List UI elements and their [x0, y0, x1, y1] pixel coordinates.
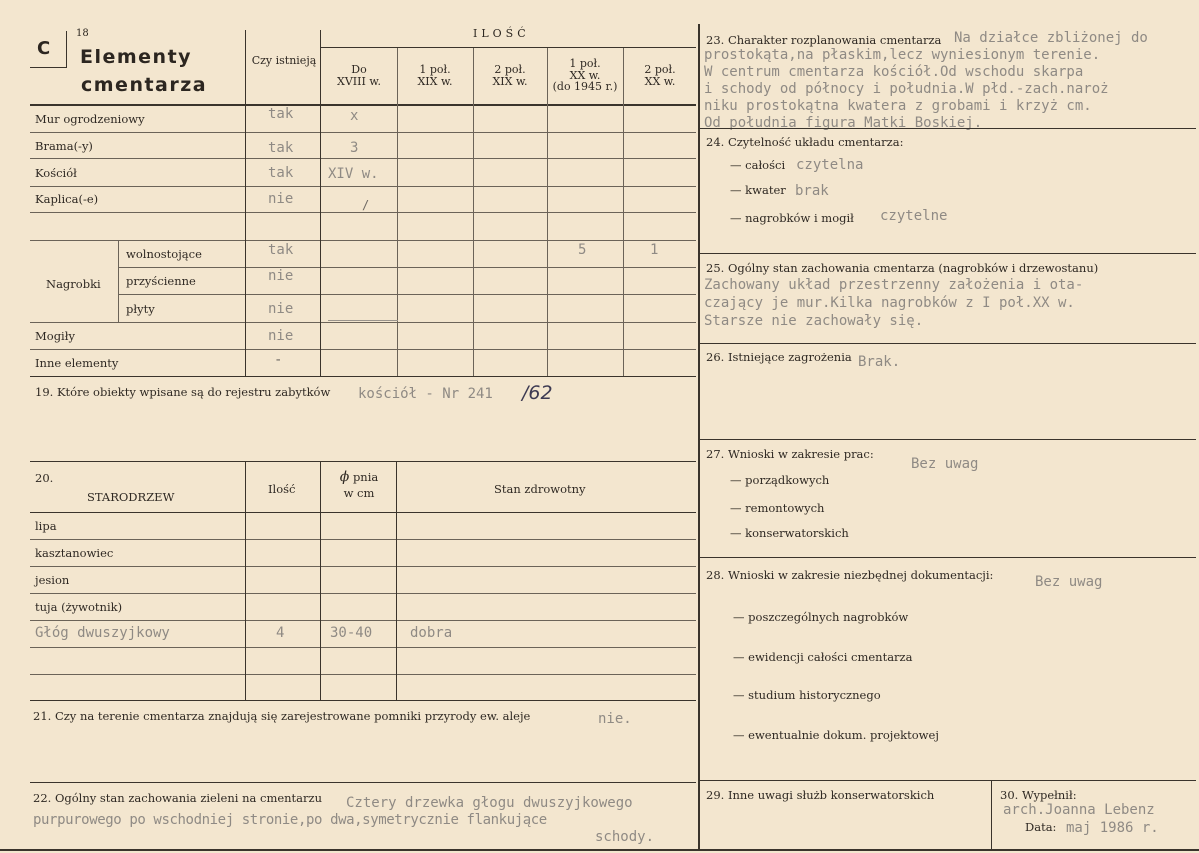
mogily-exists: nie: [268, 328, 294, 344]
row-mogily-label: Mogiły: [35, 329, 75, 343]
q30-date-value: maj 1986 r.: [1066, 820, 1159, 836]
q22-line2: purpurowego po wschodniej stronie,po dwa,symetrycznie flankujące: [33, 812, 547, 828]
arrow-mark: [328, 320, 398, 321]
kosciol-exists: tak: [268, 165, 294, 181]
q19-handwritten: /62: [522, 382, 553, 404]
q20-title: STARODRZEW: [87, 490, 175, 504]
brama-do-xviii: 3: [350, 140, 359, 156]
row-inne-label: Inne elementy: [35, 356, 119, 370]
q22-line3: schody.: [595, 829, 655, 845]
q24-c-label: — nagrobków i mogił: [730, 211, 854, 225]
inne-exists: -: [274, 352, 283, 368]
qty-header: ILOŚĆ: [473, 27, 530, 40]
q23-line1: Na działce zbliżonej do: [954, 30, 1148, 46]
period-header-1: Do XVIII w.: [337, 63, 381, 88]
q24-b-label: — kwater: [730, 183, 786, 197]
q24-label: 24. Czytelność układu cmentarza:: [706, 135, 904, 149]
tree-extra-qty: 4: [276, 625, 285, 641]
q28-item-2: — ewidencji całości cmentarza: [733, 650, 913, 664]
tree-extra-health: dobra: [410, 625, 453, 641]
section-letter: C: [37, 38, 52, 59]
q23-line2: prostokąta,na płaskim,lecz wyniesionym terenie.: [704, 47, 1101, 63]
q29-label: 29. Inne uwagi służb konserwatorskich: [706, 788, 935, 802]
q22-label: 22. Ogólny stan zachowania zieleni na cmentarzu: [33, 791, 322, 805]
row-kosciol-label: Kościół: [35, 166, 77, 180]
row-plyty-label: płyty: [126, 302, 155, 316]
period-header-4: 1 poł. XX w. (do 1945 r.): [552, 57, 618, 93]
q30-date-label: Data:: [1025, 820, 1057, 834]
q24-a-value: czytelna: [796, 157, 864, 173]
tree-extra-name: Głóg dwuszyjkowy: [35, 625, 170, 641]
q24-c-value: czytelne: [880, 208, 948, 224]
row-wolno-label: wolnostojące: [126, 247, 202, 261]
q28-value: Bez uwag: [1035, 574, 1103, 590]
q20-col-health: Stan zdrowotny: [494, 482, 586, 496]
tree-tuja: tuja (żywotnik): [35, 600, 123, 614]
q25-line3: Starsze nie zachowały się.: [704, 313, 924, 329]
q23-line6: Od południa figura Matki Boskiej.: [704, 115, 983, 131]
q27-item-1: — porządkowych: [730, 473, 830, 487]
kaplica-exists: nie: [268, 191, 294, 207]
q30-value: arch.Joanna Lebenz: [1003, 802, 1155, 818]
kosciol-do-xviii: XIV w.: [328, 166, 379, 182]
q26-label: 26. Istniejące zagrożenia: [706, 350, 852, 364]
q25-label: 25. Ogólny stan zachowania cmentarza (nagrobków i drzewostanu): [706, 261, 1099, 275]
row-mur-label: Mur ogrodzeniowy: [35, 112, 145, 126]
q23-line4: i schody od północy i południa.W płd.-zach.naroż: [704, 81, 1109, 97]
period-header-5: 2 poł. XX w.: [644, 63, 676, 88]
col-exists-header: Czy istnieją: [251, 54, 317, 67]
q26-value: Brak.: [858, 354, 901, 370]
przy-exists: nie: [268, 268, 294, 284]
tree-jesion: jesion: [35, 573, 70, 587]
q24-b-value: brak: [795, 183, 829, 199]
q25-line1: Zachowany układ przestrzenny założenia i ota-: [704, 277, 1084, 293]
brama-exists: tak: [268, 140, 294, 156]
row-przy-label: przyścienne: [126, 274, 196, 288]
tree-lipa: lipa: [35, 519, 57, 533]
q28-item-4: — ewentualnie dokum. projektowej: [733, 728, 939, 742]
q30-label: 30. Wypełnił:: [1000, 788, 1077, 802]
kaplica-do-xviii: /: [362, 198, 370, 212]
q19-value: kościół - Nr 241: [358, 386, 493, 402]
section-title-line2: cmentarza: [81, 74, 208, 96]
q22-line1: Cztery drzewka głogu dwuszyjkowego: [346, 795, 633, 811]
q27-label: 27. Wnioski w zakresie prac:: [706, 447, 874, 461]
q23-label: 23. Charakter rozplanowania cmentarza: [706, 33, 942, 47]
q25-line2: czający je mur.Kilka nagrobków z I poł.XX w.: [704, 295, 1075, 311]
q20-col-qty: Ilość: [268, 482, 296, 496]
q23-line3: W centrum cmentarza kościół.Od wschodu skarpa: [704, 64, 1084, 80]
row-nagrobki-label: Nagrobki: [46, 277, 101, 291]
q21-label: 21. Czy na terenie cmentarza znajdują się zarejestrowane pomniki przyrody ew. aleje: [33, 709, 531, 723]
q21-value: nie.: [598, 711, 632, 727]
q23-line5: niku prostokątna kwatera z grobami i krzyż cm.: [704, 98, 1092, 114]
wolno-xx2: 1: [650, 242, 659, 258]
q27-item-2: — remontowych: [730, 501, 825, 515]
tree-extra-diam: 30-40: [330, 625, 373, 641]
wolno-xx1: 5: [578, 242, 587, 258]
wolno-exists: tak: [268, 242, 294, 258]
tree-kasztanowiec: kasztanowiec: [35, 546, 114, 560]
section-number: 18: [76, 28, 89, 39]
q19-label: 19. Które obiekty wpisane są do rejestru zabytków: [35, 385, 331, 399]
row-brama-label: Brama(-y): [35, 139, 93, 153]
q27-item-3: — konserwatorskich: [730, 526, 849, 540]
section-title-line1: Elementy: [80, 46, 193, 68]
q28-item-1: — poszczególnych nagrobków: [733, 610, 909, 624]
q28-item-3: — studium historycznego: [733, 688, 881, 702]
mur-exists: tak: [268, 106, 294, 122]
period-header-2: 1 poł. XIX w.: [417, 63, 453, 88]
row-kaplica-label: Kaplica(-e): [35, 192, 99, 206]
q28-label: 28. Wnioski w zakresie niezbędnej dokumentacji:: [706, 568, 994, 582]
plyty-exists: nie: [268, 301, 294, 317]
q24-a-label: — całości: [730, 158, 786, 172]
q20-number: 20.: [35, 471, 54, 485]
q27-value: Bez uwag: [911, 456, 979, 472]
q20-col-diam: ϕ pnia w cm: [339, 469, 379, 500]
mur-do-xviii: x: [350, 108, 359, 124]
period-header-3: 2 poł. XIX w.: [492, 63, 528, 88]
